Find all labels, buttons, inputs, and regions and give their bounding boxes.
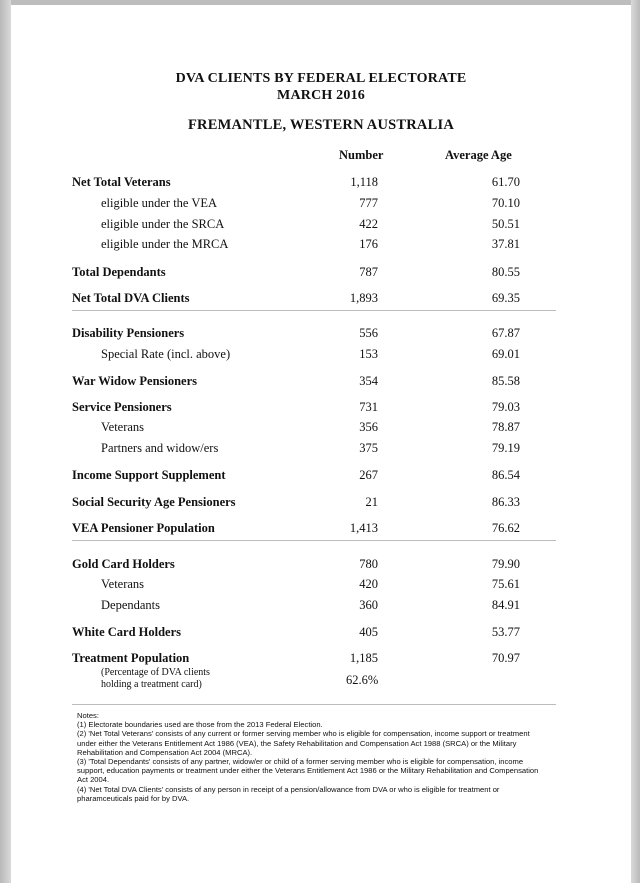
row-average-age: 53.77 (491, 625, 520, 639)
table-row (11, 557, 631, 575)
row-average-age: 50.51 (491, 217, 520, 231)
row-average-age: 79.03 (491, 400, 520, 414)
row-number: 780 (359, 557, 378, 571)
row-number: 1,185 (349, 651, 378, 665)
row-average-age: 69.35 (491, 291, 520, 305)
row-average-age: 78.87 (491, 420, 520, 434)
note-item: (1) Electorate boundaries used are those from the 2013 Federal Election. (77, 720, 323, 730)
row-number: 354 (359, 374, 378, 388)
row-label: eligible under the SRCA (101, 217, 225, 231)
row-label: Service Pensioners (72, 400, 172, 414)
row-label: Social Security Age Pensioners (72, 495, 236, 509)
row-label: eligible under the MRCA (101, 237, 229, 251)
row-number: 787 (359, 265, 378, 279)
table-row (11, 468, 631, 486)
row-number: 153 (359, 347, 378, 361)
row-number: 420 (359, 577, 378, 591)
report-title: DVA CLIENTS BY FEDERAL ELECTORATE (175, 71, 467, 86)
table-row (11, 495, 631, 513)
screen-right-edge (631, 0, 640, 883)
row-label: Veterans (101, 420, 145, 434)
table-row (11, 196, 631, 214)
row-number: 556 (359, 326, 378, 340)
row-label: Treatment Population (72, 651, 190, 665)
row-number: 176 (359, 237, 378, 251)
table-row (11, 237, 631, 255)
column-header-average-age: Average Age (445, 148, 512, 162)
row-number: 267 (359, 468, 378, 482)
row-label: Gold Card Holders (72, 557, 175, 571)
table-row (11, 420, 631, 438)
notes-section (77, 711, 547, 803)
row-label: Total Dependants (72, 265, 166, 279)
table-row (11, 374, 631, 392)
row-label: eligible under the VEA (101, 196, 218, 210)
row-label: White Card Holders (72, 625, 182, 639)
table-row (11, 598, 631, 616)
table-row (11, 441, 631, 459)
row-average-age: 86.54 (491, 468, 520, 482)
table-row (11, 625, 631, 643)
row-average-age: 80.55 (491, 265, 520, 279)
row-label: Dependants (101, 598, 161, 612)
row-number: 731 (359, 400, 378, 414)
row-label: War Widow Pensioners (72, 374, 198, 388)
electorate-title: FREMANTLE, WESTERN AUSTRALIA (188, 117, 454, 133)
table-row (11, 217, 631, 235)
column-header-number: Number (339, 148, 384, 162)
row-average-age: 75.61 (491, 577, 520, 591)
row-number: 1,413 (349, 521, 378, 535)
table-row (11, 326, 631, 344)
table-row (11, 265, 631, 283)
note-item: (3) 'Total Dependants' consists of any partner, widow/er or child of a former serving member who is eligible for compensation, income support, education payments or treatment under either the Veterans Entitlement Act 1986 or the Military Rehabilitation and Compensation Act 2004. (77, 757, 539, 785)
row-number: 1,118 (350, 175, 378, 189)
treatment-percentage-label: (Percentage of DVA clients holding a treatment card) (101, 667, 210, 690)
row-average-age: 61.70 (491, 175, 520, 189)
row-average-age: 37.81 (491, 237, 520, 251)
report-date: MARCH 2016 (277, 88, 365, 103)
table-row (11, 291, 631, 309)
row-label: Partners and widow/ers (101, 441, 219, 455)
row-average-age: 70.97 (491, 651, 520, 665)
document-page (11, 5, 631, 883)
row-number: 405 (359, 625, 378, 639)
row-label: Veterans (101, 577, 145, 591)
section-divider (72, 310, 556, 311)
treatment-percentage-value: 62.6% (346, 673, 379, 687)
table-row (11, 577, 631, 595)
row-number: 422 (359, 217, 378, 231)
row-number: 1,893 (349, 291, 378, 305)
row-number: 356 (359, 420, 378, 434)
row-average-age: 76.62 (491, 521, 520, 535)
row-label: Net Total Veterans (72, 175, 171, 189)
row-average-age: 69.01 (491, 347, 520, 361)
notes-heading: Notes: (77, 711, 99, 720)
table-row (11, 400, 631, 418)
row-label: Disability Pensioners (72, 326, 185, 340)
note-item: (4) 'Net Total DVA Clients' consists of any person in receipt of a pension/allowance from DVA or who is eligible for treatment or pharamceuticals paid for by DVA. (77, 784, 500, 803)
section-divider (72, 704, 556, 705)
table-row (11, 521, 631, 539)
row-average-age: 67.87 (491, 326, 520, 340)
row-average-age: 79.90 (491, 557, 520, 571)
row-label: VEA Pensioner Population (72, 521, 215, 535)
row-label: Special Rate (incl. above) (101, 347, 231, 361)
section-divider (72, 540, 556, 541)
row-average-age: 86.33 (491, 495, 520, 509)
table-row (11, 175, 631, 193)
table-row (11, 347, 631, 365)
screen-left-edge (0, 0, 11, 883)
row-number: 21 (365, 495, 378, 509)
row-number: 360 (359, 598, 378, 612)
note-item: (2) 'Net Total Veterans' consists of any current or former serving member who is eligible for compensation, income support or treatment under either the Veterans Entitlement Act 1986 (VEA), the Safety Rehabilitation and Compensation Act 1988 (SRCA) or the Military Rehabilitation and Compensation Act 2004 (MRCA). (77, 729, 530, 757)
row-label: Net Total DVA Clients (72, 291, 190, 305)
row-average-age: 84.91 (491, 598, 520, 612)
row-average-age: 79.19 (491, 441, 520, 455)
row-average-age: 85.58 (491, 374, 520, 388)
row-average-age: 70.10 (491, 196, 520, 210)
row-label: Income Support Supplement (72, 468, 226, 482)
row-number: 375 (359, 441, 378, 455)
row-number: 777 (359, 196, 378, 210)
